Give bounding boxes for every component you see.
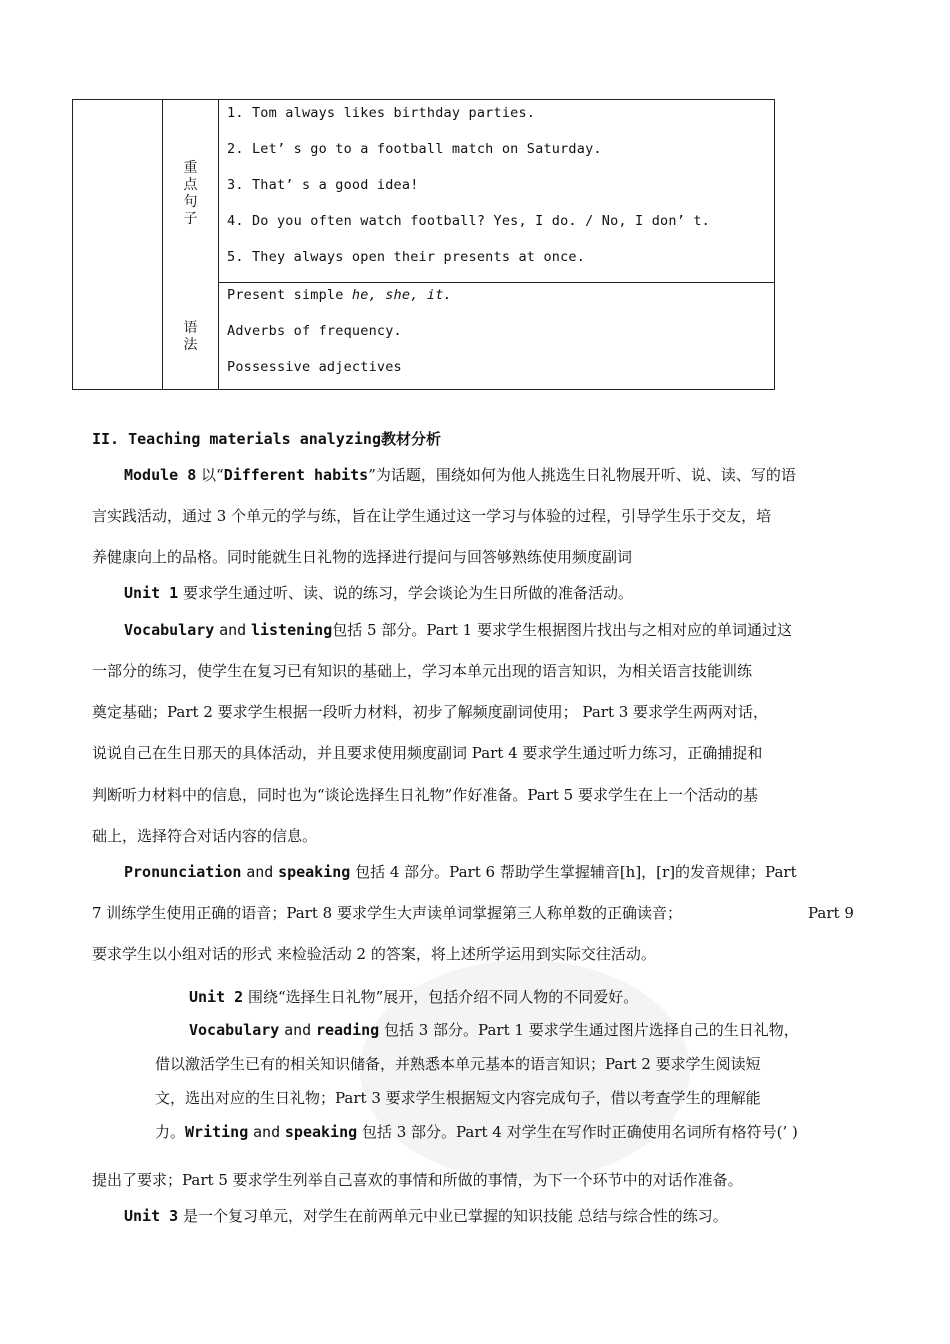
vocab1-line-5: 判断听力材料中的信息，同时也为“谈论选择生日礼物”作好准备。Part 5 要求学生在上一个活动的基 [92,786,758,804]
content-table [72,99,775,390]
text: 以“ [201,466,224,484]
label-char: 重 [183,160,198,176]
text: 包括 3 部分。Part 4 对学生在写作时正确使用名词所有格符号(’ ) [361,1123,798,1141]
section-heading [92,430,441,448]
text: 要求学生通过听、读、说的练习，学会谈论为生日所做的准备活动。 [182,584,633,602]
grammar-line-3: Possessive adjectives [227,359,402,375]
unit2-line-2: 借以激活学生已有的相关知识储备，并熟悉本单元基本的语言知识；Part 2 要求学生阅读短 [155,1055,761,1073]
unit-title: Unit 2 [189,988,244,1006]
pron-line-1 [124,863,797,881]
unit-title: Unit 3 [124,1207,179,1225]
p1-line-1 [124,466,796,484]
text: 包括 3 部分。Part 1 要求学生通过图片选择自己的生日礼物， [383,1021,799,1039]
keyword: Pronunciation [124,863,242,881]
table-divider [218,100,219,389]
text: 包括 4 部分。Part 6 帮助学生掌握辅音[h]，[r]的发音规律；Part [355,863,797,881]
grammar-label [163,320,218,354]
sentence-2: 2. Let’ s go to a football match on Saturday. [227,141,602,157]
unit3-line [124,1207,728,1225]
text: 包括 5 部分。Part 1 要求学生根据图片找出与之相对应的单词通过这 [332,621,792,639]
keyword: speaking [278,863,351,881]
text: and [253,1123,281,1141]
keyword: Writing [185,1123,249,1141]
vocab1-line-1 [124,621,792,639]
grammar-italic: he, she, it. [351,287,452,303]
sentence-3: 3. That’ s a good idea! [227,177,419,193]
text: 力。 [155,1123,186,1141]
heading-en: II. Teaching materials analyzing [92,430,381,448]
module-name: Module 8 [124,466,197,484]
vocab1-line-2: 一部分的练习，使学生在复习已有知识的基础上，学习本单元出现的语言知识，为相关语言技能训练 [92,662,753,680]
keyword: speaking [284,1123,358,1141]
label-char: 子 [183,211,198,227]
text: and [246,863,274,881]
unit2-line-1 [189,1021,799,1039]
vocab1-line-3: 奠定基础；Part 2 要求学生根据一段听力材料，初步了解频度副词使用； Part 3 要求学生两两对话， [92,703,769,721]
sentence-1: 1. Tom always likes birthday parties. [227,105,536,121]
keyword: Vocabulary [189,1021,280,1039]
heading-cn: 教材分析 [380,430,441,448]
p1-line-3: 养健康向上的品格。同时能就生日礼物的选择进行提问与回答够熟练使用频度副词 [92,548,633,566]
text: 是一个复习单元，对学生在前两单元中业已掌握的知识技能 总结与综合性的练习。 [182,1207,728,1225]
label-char: 句 [183,194,198,210]
keyword: listening [250,621,333,639]
p1-line-2: 言实践活动，通过 3 个单元的学与练，旨在让学生通过这一学习与体验的过程，引导学生乐于交友，培 [92,507,772,525]
unit2-line-3: 文，选出对应的生日礼物；Part 3 要求学生根据短文内容完成句子，借以考查学生的理解能 [155,1089,761,1107]
unit-title: Unit 1 [124,584,179,602]
unit1-line [124,584,633,602]
label-char: 点 [183,177,198,193]
grammar-text: Present simple [227,287,352,303]
unit2-line-4 [155,1123,798,1141]
pron-line-2a: 7 训练学生使用正确的语音；Part 8 要求学生大声读单词掌握第三人称单数的正确读音； [92,904,682,922]
key-sentences-label [163,160,218,228]
label-char: 语 [183,320,198,336]
unit2-line-5: 提出了要求；Part 5 要求学生列举自己喜欢的事情和所做的事情，为下一个环节中的对话作准备。 [92,1171,743,1189]
unit2-line [189,988,638,1006]
pron-line-3: 要求学生以小组对话的形式 来检验活动 2 的答案，将上述所学运用到实际交往活动。 [92,945,656,963]
label-char: 法 [183,337,198,353]
grammar-line-1 [227,287,452,303]
keyword: reading [315,1021,380,1039]
keyword: Vocabulary [124,621,215,639]
pron-line-2b: Part 9 [808,904,854,922]
grammar-line-2: Adverbs of frequency. [227,323,402,339]
sentence-5: 5. They always open their presents at once. [227,249,586,265]
vocab1-line-6: 础上，选择符合对话内容的信息。 [92,827,318,845]
sentence-4: 4. Do you often watch football? Yes, I do. / No, I don’ t. [227,213,711,229]
text: ”为话题，围绕如何为他人挑选生日礼物展开听、说、读、写的语 [368,466,796,484]
vocab1-line-4: 说说自己在生日那天的具体活动，并且要求使用频度副词 Part 4 要求学生通过听力练习，正确捕捉和 [92,744,763,762]
text: and [219,621,247,639]
text: 围绕“选择生日礼物”展开，包括介绍不同人物的不同爱好。 [247,988,639,1006]
table-row-divider [218,282,774,283]
text: and [284,1021,312,1039]
topic-name: Different habits [223,466,369,484]
